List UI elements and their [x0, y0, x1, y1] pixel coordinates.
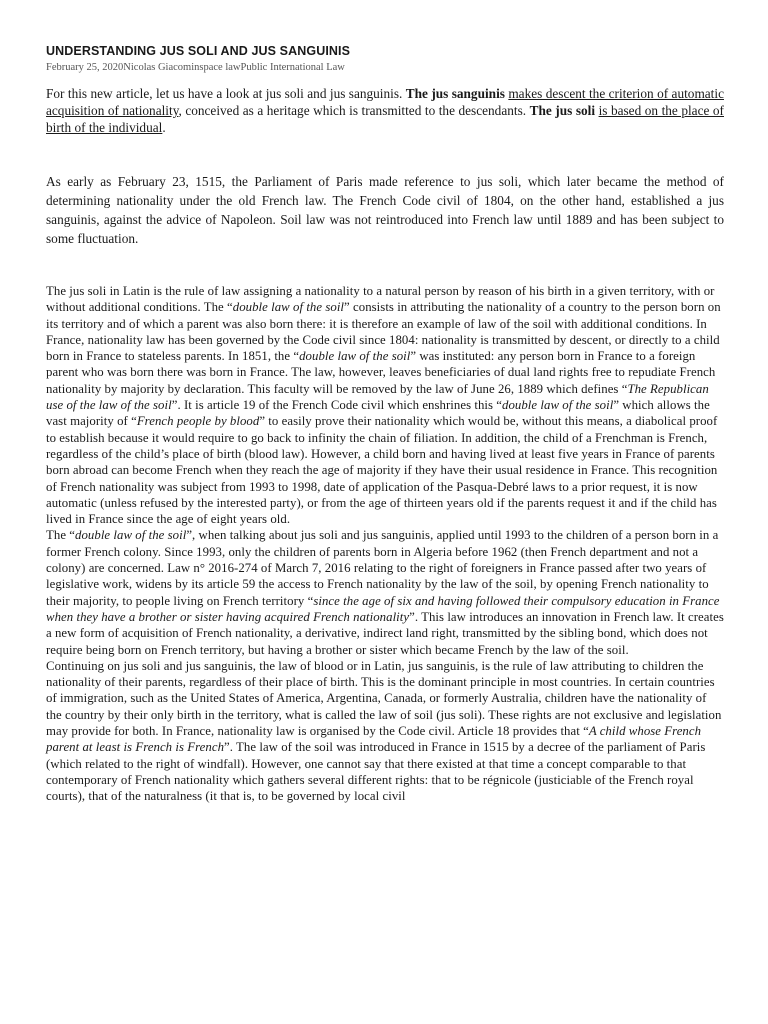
intro-bold-jus-sanguinis: The jus sanguinis: [405, 86, 505, 101]
italic-quote: double law of the soil: [232, 300, 345, 315]
italic-quote: French people by blood: [136, 414, 260, 429]
italic-quote: double law of the soil: [502, 398, 614, 413]
intro-bold-jus-soli: The jus soli: [529, 103, 596, 118]
jus-soli-paragraph: The jus soli in Latin is the rule of law assigning a nationality to a natural person by reason of his birth in a given territory, with or without additional conditions. The “double law of the soil” consists in attributing the nationality of a country to the person born on its territory and of which a parent was also born there: it is therefore an example of law of the soil with additional conditions. In France, nationality law has been governed by the Code civil since 1804: nationality is transmitted by descent, or directly to a child born in France to stateless parents. In 1851, the “double law of the soil” was instituted: any person born in France to a foreign parent who was born there was born in France. The law, however, leaves beneficiaries of dual land rights free to repudiate French nationality by majority by declaration. This faculty will be removed by the law of June 26, 1889 which defines “The Republican use of the law of the soil”. It is article 19 of the French Code civil which enshrines this “double law of the soil” which allows the vast majority of “French people by blood” to easily prove their nationality which would be, without this means, a diabolical proof to establish because it would require to go back to infinity the chain of filiation. In addition, the child of a Frenchman is French, regardless of the child’s place of birth (blood law). However, a child born and having lived at least five years in France of parents born abroad can become French when they reach the age of majority if they have their usual residence in France. This recognition of French nationality was subject from 1993 to 1998, date of application of the Pasqua-Debré laws to a prior request, it is now automatic (unless refused by the interested party), or from the age of thirteen years old if the parents request it and if the child has lived in France since the age of eight years old.: [46, 284, 721, 527]
article-meta: February 25, 2020Nicolas Giacominspace lawPublic International Law: [46, 62, 345, 73]
intro-text: For this new article, let us have a look at jus soli and jus sanguinis.: [46, 86, 406, 101]
intro-underline-birthplace: is based on the place of birth of the individual: [46, 103, 724, 135]
italic-quote: A child whose French parent at least is French is French: [46, 724, 702, 755]
double-law-paragraph: The “double law of the soil”, when talking about jus soli and jus sanguinis, applied until 1993 to the children of a person born in a former French colony. Since 1993, only the children of parents born in Algeria before 1962 (then French department and not a colony) are concerned. Law n° 2016-274 of March 7, 2016 relating to the right of foreigners in France passed after two years of legislative work, widens by its article 59 the access to French nationality by the law of the soil, by opening French nationality to their majority, to people living on French territory “since the age of six and having followed their compulsory education in France when they have a brother or sister having acquired French nationality”. This law introduces an innovation in French law. It creates a new form of acquisition of French nationality, a derivative, indirect land right, transmitted by the sibling bond, which does not require being born on French territory, but having a brother or sister which became French by the law of the soil.: [46, 528, 724, 657]
article-title: UNDERSTANDING JUS SOLI AND JUS SANGUINIS: [46, 44, 351, 58]
intro-paragraph: For this new article, let us have a look at jus soli and jus sanguinis. The jus sanguinis makes descent the criterion of automatic acquisition of nationality, conceived as a heritage which is transmitted to the descendants. The jus soli is based on the place of birth of the individual.: [46, 86, 724, 135]
intro-underline-descent: makes descent the criterion of automatic acquisition of nationality: [46, 86, 724, 118]
jus-sanguinis-paragraph: Continuing on jus soli and jus sanguinis, the law of blood or in Latin, jus sanguinis, is the rule of law attributing to children the nationality of their parents, regardless of their place of birth. This is the dominant principle in most countries. In certain countries of immigration, such as the United States of America, Argentina, Canada, or formerly Australia, children have the nationality of the country by their only birth in the territory, what is called the law of soil (jus soli). These rights are not exclusive and legislation may provide for both. In France, nationality law is organised by the Code civil. Article 18 provides that “A child whose French parent at least is French is French”. The law of the soil was introduced in France in 1515 by a decree of the parliament of Paris (which related to the right of windfall). However, one cannot say that there existed at that time a concept comparable to that contemporary of French nationality which gathers several different rights: that to be régnicole (justiciable of the French royal courts), that of the naturalness (it that is, to be governed by local civil: [46, 658, 722, 804]
italic-quote: since the age of six and having followed their compulsory education in France when they have a brother or sister having acquired French nationality: [46, 593, 720, 624]
italic-quote: The Republican use of the law of the soil: [46, 381, 709, 413]
history-paragraph: As early as February 23, 1515, the Parliament of Paris made reference to jus soli, which later became the method of determining nationality under the old French law. The French Code civil of 1804, on the other hand, established a jus sanguinis, against the advice of Napoleon. Soil law was not reintroduced into French law until 1889 and has been subject to some fluctuation.: [46, 174, 724, 246]
italic-quote: double law of the soil: [75, 528, 187, 543]
italic-quote: double law of the soil: [299, 349, 411, 364]
article-page: [46, 44, 724, 805]
